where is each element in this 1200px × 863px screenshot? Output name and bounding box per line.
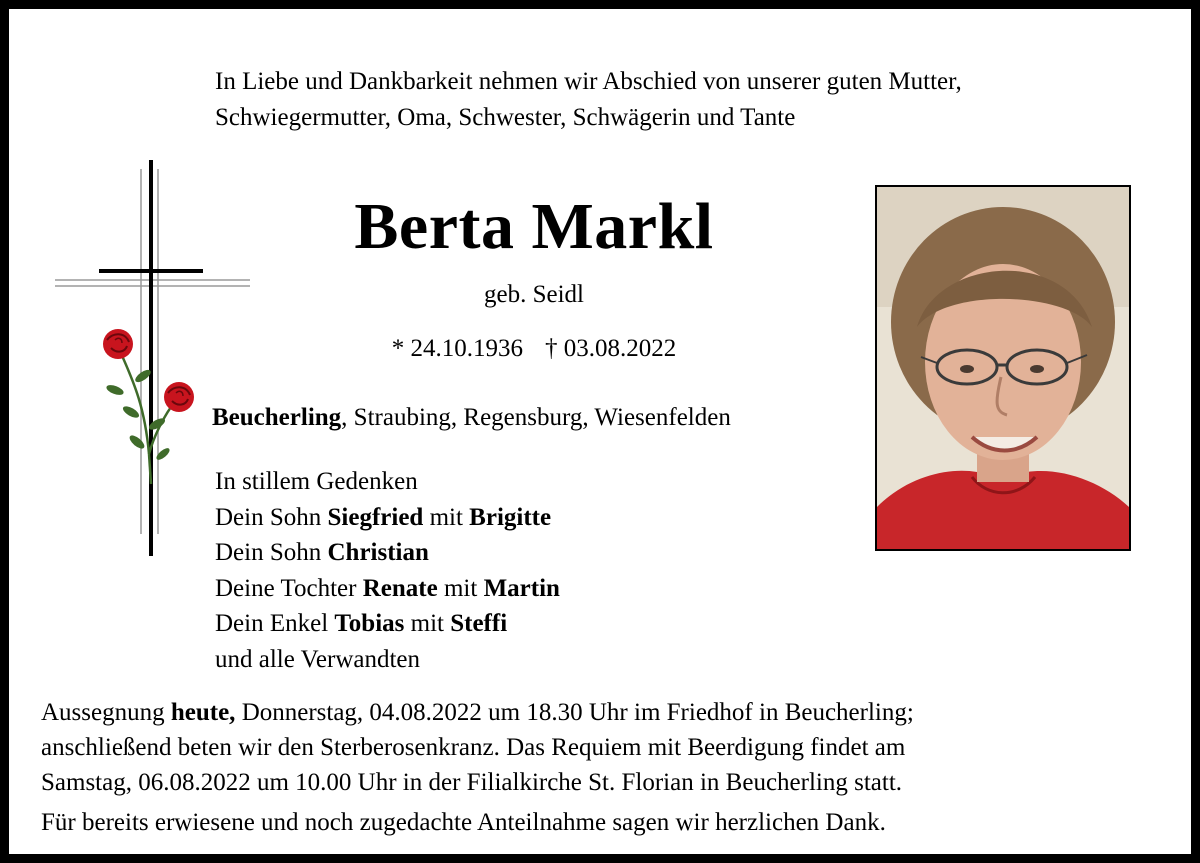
mourner-name: Tobias [334,610,405,637]
birth-date: * 24.10.1936 [391,335,523,362]
thanks-text: Für bereits erwiesene und noch zugedachte Anteilnahme sagen wir herzlichen Dank. [41,809,886,836]
mourners-list [215,464,560,677]
death-date: † 03.08.2022 [545,335,677,362]
intro-line-2: Schwiegermutter, Oma, Schwester, Schwägerin und Tante [215,104,796,131]
services-lead: Aussegnung [41,699,171,726]
portrait-photo [875,185,1131,551]
intro-line-1: In Liebe und Dankbarkeit nehmen wir Abschied von unserer guten Mutter, [215,68,962,95]
mourners-intro: In stillem Gedenken [215,468,418,495]
mourner-name: Christian [327,539,429,566]
deceased-name: Berta Markl [354,190,714,263]
mourner-line [215,571,560,607]
places-rest: , Straubing, Regensburg, Wiesenfelden [341,404,731,431]
mourner-line [215,606,560,642]
funeral-services-text [41,695,1181,800]
mourner-partner-name: Steffi [450,610,508,637]
places [212,404,731,432]
maiden-name: geb. Seidl [484,281,584,308]
place-primary: Beucherling [212,404,342,431]
connector-text: mit [404,610,451,637]
mourner-partner-name: Martin [483,574,560,602]
relation-text: Dein Sohn [215,503,328,531]
services-line-2: anschließend beten wir den Sterberosenkranz. Das Requiem mit Beerdigung findet am [41,734,906,761]
rose-icon [103,329,133,359]
mourner-name: Siegfried [327,503,424,531]
mourner-line [215,535,560,571]
mourner-partner-name: Brigitte [469,503,552,531]
intro-text [215,64,1175,136]
relation-text: Deine Tochter [215,574,363,602]
services-details: Donnerstag, 04.08.2022 um 18.30 Uhr im Friedhof in Beucherling; [235,699,914,726]
relation-text: Dein Sohn [215,539,328,566]
connector-text: mit [437,574,484,602]
connector-text: mit [423,503,470,531]
relation-text: Dein Enkel [215,610,335,637]
life-dates [329,335,739,363]
mourner-name: Renate [362,574,438,602]
services-line-3: Samstag, 06.08.2022 um 10.00 Uhr in der Filialkirche St. Florian in Beucherling statt. [41,769,903,796]
mourner-line [215,500,560,536]
mourners-outro: und alle Verwandten [215,645,421,673]
rose-icon [164,382,194,412]
services-today: heute, [170,699,236,726]
services-line-1 [41,695,1181,730]
